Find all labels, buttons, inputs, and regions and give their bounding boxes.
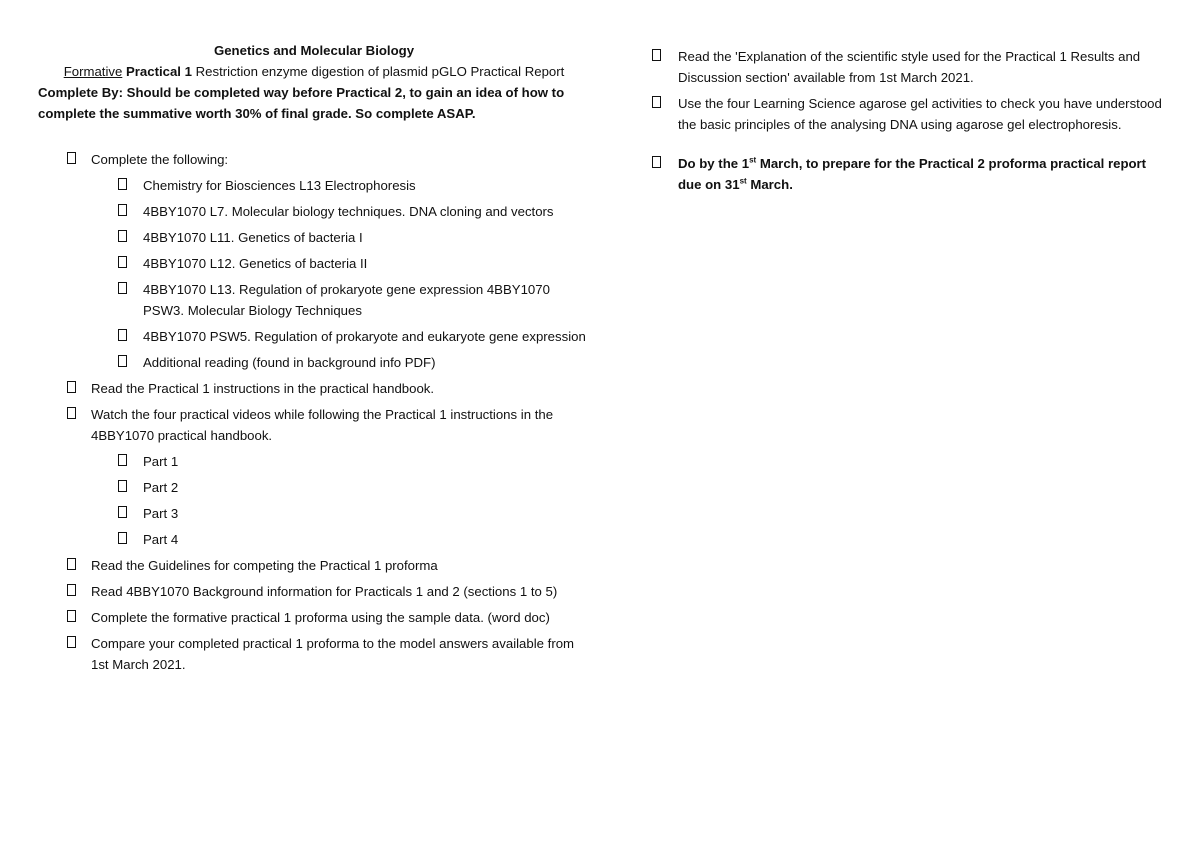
- checklist-item-text: Complete the formative practical 1 proforma using the sample data. (word doc): [91, 610, 550, 625]
- checklist-item: [38, 378, 590, 399]
- checkbox-icon[interactable]: [118, 178, 127, 190]
- checklist-item-text: Read the Practical 1 instructions in the practical handbook.: [91, 381, 435, 396]
- checkbox-icon[interactable]: [67, 558, 76, 570]
- final-item-text: [678, 156, 1146, 192]
- checklist-item: [38, 253, 590, 274]
- checkbox-icon[interactable]: [118, 230, 127, 242]
- checkbox-icon[interactable]: [67, 610, 76, 622]
- checklist-item: [38, 404, 590, 446]
- practical-label: Practical 1: [125, 64, 192, 79]
- checklist-item-text: Part 4: [143, 532, 179, 547]
- checklist-item: [38, 279, 590, 321]
- checklist-item-text: Part 1: [143, 454, 179, 469]
- checklist-item-text: Compare your completed practical 1 proforma to the model answers available from 1st March 2021.: [91, 636, 575, 672]
- checkbox-icon[interactable]: [652, 49, 661, 61]
- checklist-item-text: 4BBY1070 PSW5. Regulation of prokaryote and eukaryote gene expression: [143, 329, 586, 344]
- checkbox-icon[interactable]: [652, 96, 661, 108]
- checkbox-icon[interactable]: [67, 152, 76, 164]
- document-header: [38, 0, 590, 82]
- checklist-item-text: 4BBY1070 L12. Genetics of bacteria II: [143, 256, 368, 271]
- right-column: [652, 46, 1172, 200]
- checklist-item: [38, 451, 590, 472]
- checklist-item: [38, 529, 590, 550]
- checkbox-icon[interactable]: [118, 256, 127, 268]
- checklist-item: [652, 93, 1172, 135]
- checkbox-icon[interactable]: [118, 506, 127, 518]
- checkbox-icon[interactable]: [118, 282, 127, 294]
- checkbox-icon[interactable]: [67, 584, 76, 596]
- checklist-item: [38, 149, 590, 170]
- complete-by-note: Complete By: Should be completed way before Practical 2, to gain an idea of how to complete the summative worth 30% of final grade. So complete ASAP.: [38, 85, 565, 121]
- checklist-item: [38, 581, 590, 602]
- checklist-item: [38, 477, 590, 498]
- checklist-item-text: Complete the following:: [91, 152, 229, 167]
- checkbox-icon[interactable]: [118, 532, 127, 544]
- checklist-item-text: Watch the four practical videos while following the Practical 1 instructions in the 4BBY1070 practical handbook.: [91, 407, 554, 443]
- checklist-item-text: Use the four Learning Science agarose gel activities to check you have understood the basic principles of the analysing DNA using agarose gel electrophoresis.: [678, 96, 1162, 132]
- checklist-item-text: Additional reading (found in background info PDF): [143, 355, 436, 370]
- left-column: [38, 0, 590, 680]
- checklist-item-text: Read the 'Explanation of the scientific style used for the Practical 1 Results and Discussion section' available from 1st March 2021.: [678, 49, 1141, 85]
- checklist-item: [38, 326, 590, 347]
- final-text-3: March.: [746, 177, 793, 192]
- final-sup-1: st: [749, 155, 757, 165]
- checkbox-icon[interactable]: [118, 480, 127, 492]
- checklist-item: [38, 633, 590, 675]
- checklist-item: [38, 227, 590, 248]
- checklist-item-text: 4BBY1070 L13. Regulation of prokaryote gene expression 4BBY1070 PSW3. Molecular Biology Techniques: [143, 282, 550, 318]
- checklist-item: [38, 201, 590, 222]
- left-checklist: [38, 149, 590, 675]
- checkbox-icon[interactable]: [67, 636, 76, 648]
- right-checklist: [652, 46, 1172, 135]
- document-subtitle: [38, 61, 590, 82]
- checkbox-icon[interactable]: [67, 407, 76, 419]
- checkbox-icon[interactable]: [67, 381, 76, 393]
- document-title: Genetics and Molecular Biology: [213, 43, 415, 58]
- formative-label: Formative: [63, 64, 123, 79]
- checklist-item-text: Chemistry for Biosciences L13 Electrophoresis: [143, 178, 416, 193]
- checklist-item: [652, 46, 1172, 88]
- checklist-item-text: 4BBY1070 L11. Genetics of bacteria I: [143, 230, 363, 245]
- subtitle-rest: Restriction enzyme digestion of plasmid pGLO Practical Report: [191, 64, 565, 79]
- checklist-item-text: 4BBY1070 L7. Molecular biology techniques. DNA cloning and vectors: [143, 204, 554, 219]
- final-sup-2: st: [739, 176, 747, 186]
- final-checklist-item: [652, 153, 1172, 195]
- checklist-item: [38, 503, 590, 524]
- checklist-item-text: Part 3: [143, 506, 179, 521]
- checkbox-icon[interactable]: [652, 156, 661, 168]
- checklist-item: [38, 175, 590, 196]
- checkbox-icon[interactable]: [118, 204, 127, 216]
- checklist-item-text: Part 2: [143, 480, 179, 495]
- checklist-item: [38, 555, 590, 576]
- checkbox-icon[interactable]: [118, 329, 127, 341]
- checklist-item-text: Read the Guidelines for competing the Practical 1 proforma: [91, 558, 438, 573]
- checkbox-icon[interactable]: [118, 454, 127, 466]
- final-text-2: March, to prepare for the Practical 2 proforma practical report due on 31: [678, 156, 1147, 192]
- checklist-item: [38, 352, 590, 373]
- checklist-item-text: Read 4BBY1070 Background information for Practicals 1 and 2 (sections 1 to 5): [91, 584, 558, 599]
- checkbox-icon[interactable]: [118, 355, 127, 367]
- final-text-1: Do by the 1: [678, 156, 750, 171]
- checklist-item: [38, 607, 590, 628]
